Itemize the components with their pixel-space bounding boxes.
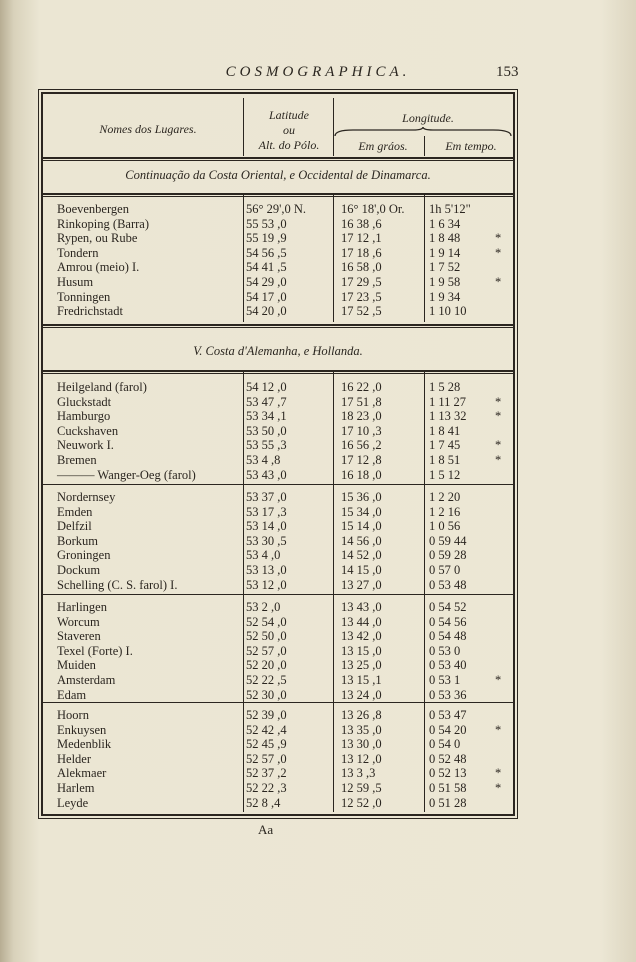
cell-time: 0 54 56 — [429, 614, 467, 629]
table-row — [43, 578, 513, 592]
cell-lat: 55 19 ,9 — [246, 231, 287, 246]
cell-time: 0 54 48 — [429, 629, 467, 644]
cell-time: 0 53 47 — [429, 708, 467, 722]
cell-name: Staveren — [57, 629, 101, 644]
section-title: V. Costa d'Alemanha, e Hollanda. — [193, 344, 363, 358]
cell-star: * — [495, 453, 502, 467]
section-rule — [43, 370, 513, 372]
table-row — [43, 260, 513, 274]
cell-lat: 54 12 ,0 — [246, 380, 287, 394]
cell-lat: 52 54 ,0 — [246, 614, 287, 629]
cell-name: Schelling (C. S. farol) I. — [57, 577, 178, 592]
cell-time: 0 57 0 — [429, 563, 461, 577]
cell-time: 1 9 34 — [429, 289, 461, 304]
cell-lat: 53 43 ,0 — [246, 467, 287, 482]
cell-lon: 13 12 ,0 — [341, 751, 382, 766]
cell-name: Tondern — [57, 245, 99, 260]
cell-name: Neuwork I. — [57, 438, 114, 453]
col-rule-3 — [424, 194, 425, 322]
table-row — [43, 505, 513, 519]
cell-time: 0 51 28 — [429, 795, 467, 810]
running-head: COSMOGRAPHICA. — [225, 64, 411, 80]
table-row — [43, 600, 513, 614]
cell-lon: 13 3 ,3 — [341, 766, 376, 781]
cell-time: 1 7 45 — [429, 438, 461, 453]
cell-lon: 13 43 ,0 — [341, 600, 382, 614]
cell-name: Hamburgo — [57, 409, 111, 424]
cell-name: Emden — [57, 504, 93, 519]
col-header-longitude: Longitude. — [402, 111, 454, 125]
cell-time: 0 53 40 — [429, 658, 467, 673]
table-row — [43, 534, 513, 548]
header-rule-2 — [333, 98, 334, 156]
cell-lat: 53 13 ,0 — [246, 563, 287, 577]
cell-star: * — [495, 409, 502, 424]
table-row — [43, 658, 513, 672]
cell-lat: 52 39 ,0 — [246, 708, 287, 722]
cell-name: Nordernsey — [57, 490, 116, 504]
cell-lat: 52 22 ,5 — [246, 673, 287, 687]
table-row — [43, 468, 513, 482]
cell-time: 0 51 58 — [429, 781, 467, 795]
cell-time: 1 6 34 — [429, 216, 461, 231]
table-row — [43, 395, 513, 409]
cell-lat: 52 45 ,9 — [246, 737, 287, 752]
col-header-names: Nomes dos Lugares. — [99, 122, 197, 136]
cell-time: 1 10 10 — [429, 304, 467, 319]
cell-name: Bremen — [57, 453, 97, 467]
header-bottom-rule-thin — [43, 160, 513, 161]
cell-lon: 16° 18',0 Or. — [341, 202, 405, 216]
cell-star: * — [495, 438, 502, 453]
cell-time: 0 53 0 — [429, 643, 461, 658]
cell-time: 0 54 0 — [429, 737, 461, 752]
cell-lon: 17 29 ,5 — [341, 275, 382, 289]
cell-lon: 15 34 ,0 — [341, 504, 382, 519]
cell-star: * — [495, 766, 502, 781]
cell-lon: 13 15 ,0 — [341, 643, 382, 658]
cell-lat: 52 57 ,0 — [246, 751, 287, 766]
cell-name: Heilgeland (farol) — [57, 380, 147, 394]
table-row — [43, 615, 513, 629]
latitude-line-1: Latitude — [268, 108, 309, 122]
cell-name: Husum — [57, 275, 94, 289]
table-row — [43, 217, 513, 231]
cell-lon: 17 51 ,8 — [341, 394, 382, 409]
col-header-time: Em tempo. — [445, 139, 497, 153]
cell-name: Muiden — [57, 658, 96, 673]
col-rule-1 — [243, 194, 244, 322]
cell-name: Gluckstadt — [57, 394, 112, 409]
table-row — [43, 796, 513, 810]
col-rule-1 — [243, 372, 244, 812]
cell-lon: 13 30 ,0 — [341, 737, 382, 752]
cell-name: Helder — [57, 751, 92, 766]
table-row — [43, 708, 513, 722]
cell-time: 0 52 48 — [429, 751, 467, 766]
cell-lat: 53 47 ,7 — [246, 394, 287, 409]
cell-lon: 13 44 ,0 — [341, 614, 382, 629]
cell-time: 0 54 52 — [429, 600, 467, 614]
cell-lat: 53 37 ,0 — [246, 490, 287, 504]
cell-star: * — [495, 673, 502, 687]
table-row — [43, 490, 513, 504]
cell-lon: 13 42 ,0 — [341, 629, 382, 644]
cell-lat: 53 17 ,3 — [246, 504, 287, 519]
table-row — [43, 723, 513, 737]
table-row — [43, 409, 513, 423]
cell-lon: 13 26 ,8 — [341, 708, 382, 722]
cell-lon: 18 23 ,0 — [341, 409, 382, 424]
cell-name: Dockum — [57, 563, 101, 577]
cell-lon: 13 27 ,0 — [341, 577, 382, 592]
table-row — [43, 766, 513, 780]
table-row — [43, 548, 513, 562]
cell-lon: 17 23 ,5 — [341, 289, 382, 304]
cell-name: Amrou (meio) I. — [57, 260, 140, 275]
table-row — [43, 629, 513, 643]
cell-time: 1 2 20 — [429, 490, 461, 504]
cell-lon: 16 22 ,0 — [341, 380, 382, 394]
section-rule-thin — [43, 373, 513, 374]
cell-lat: 52 30 ,0 — [246, 687, 287, 702]
cell-name: Fredrichstadt — [57, 304, 123, 319]
cell-lat: 52 8 ,4 — [246, 795, 281, 810]
table-row — [43, 231, 513, 245]
cell-name: Alekmaer — [57, 766, 107, 781]
header-rule-1 — [243, 98, 244, 156]
cell-time: 1 9 58 — [429, 275, 461, 289]
group-rule — [43, 594, 513, 595]
section-rule-thin — [43, 196, 513, 197]
table-row — [43, 290, 513, 304]
cell-lat: 54 29 ,0 — [246, 275, 287, 289]
col-header-latitude — [247, 108, 331, 153]
cell-lat: 52 20 ,0 — [246, 658, 287, 673]
cell-name: Delfzil — [57, 519, 92, 534]
cell-lon: 12 52 ,0 — [341, 795, 382, 810]
cell-time: 0 53 1 — [429, 673, 461, 687]
cell-star: * — [495, 275, 502, 289]
cell-lon: 14 56 ,0 — [341, 533, 382, 548]
cell-star: * — [495, 781, 502, 795]
cell-time: 1 8 41 — [429, 423, 461, 438]
header-rule-3 — [424, 136, 425, 156]
cell-lon: 13 15 ,1 — [341, 673, 382, 687]
cell-lon: 17 18 ,6 — [341, 245, 382, 260]
group-rule — [43, 702, 513, 703]
cell-lat: 53 4 ,0 — [246, 548, 281, 563]
cell-lon: 17 52 ,5 — [341, 304, 382, 319]
cell-lon: 14 52 ,0 — [341, 548, 382, 563]
cell-lon: 12 59 ,5 — [341, 781, 382, 795]
cell-lat: 54 20 ,0 — [246, 304, 287, 319]
cell-time: 0 53 36 — [429, 687, 467, 702]
table-row — [43, 438, 513, 452]
cell-time: 0 59 44 — [429, 533, 467, 548]
cell-time: 1 2 16 — [429, 504, 461, 519]
cell-time: 1 7 52 — [429, 260, 461, 275]
cell-star: * — [495, 245, 502, 260]
col-rule-2 — [333, 372, 334, 812]
table-row — [43, 644, 513, 658]
cell-time: 1 11 27 — [429, 394, 467, 409]
cell-lat: 54 56 ,5 — [246, 245, 287, 260]
cell-lat: 52 22 ,3 — [246, 781, 287, 795]
cell-name: Borkum — [57, 533, 98, 548]
longitude-brace — [333, 127, 513, 137]
page-number: 153 — [496, 64, 519, 80]
table-row — [43, 737, 513, 751]
cell-lat: 55 53 ,0 — [246, 216, 287, 231]
cell-name: Rinkoping (Barra) — [57, 216, 149, 231]
cell-lat: 53 2 ,0 — [246, 600, 281, 614]
section-rule-thin — [43, 327, 513, 328]
cell-lon: 15 14 ,0 — [341, 519, 382, 534]
cell-name: ——— Wanger-Oeg (farol) — [57, 467, 196, 482]
cell-time: 1h 5'12" — [429, 202, 471, 216]
cell-name: Enkuysen — [57, 722, 107, 737]
cell-time: 1 9 14 — [429, 245, 461, 260]
cell-lat: 56° 29',0 N. — [246, 202, 307, 216]
cell-name: Amsterdam — [57, 673, 116, 687]
cell-time: 1 5 28 — [429, 380, 461, 394]
cell-lat: 53 50 ,0 — [246, 423, 287, 438]
cell-lat: 52 57 ,0 — [246, 643, 287, 658]
table-row — [43, 563, 513, 577]
cell-lon: 15 36 ,0 — [341, 490, 382, 504]
cell-name: Hoorn — [57, 708, 89, 722]
section-rule — [43, 324, 513, 326]
cell-lon: 17 12 ,1 — [341, 231, 382, 246]
cell-lon: 13 24 ,0 — [341, 687, 382, 702]
cell-lat: 54 41 ,5 — [246, 260, 287, 275]
cell-name: Texel (Forte) I. — [57, 643, 133, 658]
table-row — [43, 752, 513, 766]
latitude-line-2: ou — [283, 123, 295, 137]
cell-lon: 17 12 ,8 — [341, 453, 382, 467]
cell-name: Rypen, ou Rube — [57, 231, 138, 246]
cell-lat: 53 14 ,0 — [246, 519, 287, 534]
table-row — [43, 688, 513, 702]
cell-lat: 54 17 ,0 — [246, 289, 287, 304]
table-row — [43, 275, 513, 289]
cell-name: Edam — [57, 687, 87, 702]
cell-time: 1 0 56 — [429, 519, 461, 534]
table-row — [43, 380, 513, 394]
cell-star: * — [495, 722, 502, 737]
cell-time: 0 52 13 — [429, 766, 467, 781]
cell-lat: 53 4 ,8 — [246, 453, 281, 467]
cell-time: 1 8 48 — [429, 231, 461, 246]
cell-lat: 52 37 ,2 — [246, 766, 287, 781]
cell-name: Medenblik — [57, 737, 112, 752]
header-bottom-rule — [43, 157, 513, 159]
group-rule — [43, 484, 513, 485]
cell-lon: 13 35 ,0 — [341, 722, 382, 737]
table-row — [43, 673, 513, 687]
section-title: Continuação da Costa Oriental, e Occidental de Dinamarca. — [125, 168, 431, 182]
table-row — [43, 246, 513, 260]
cell-lat: 53 55 ,3 — [246, 438, 287, 453]
cell-lon: 17 10 ,3 — [341, 423, 382, 438]
section-rule — [43, 193, 513, 195]
cell-lat: 53 30 ,5 — [246, 533, 287, 548]
table-row — [43, 424, 513, 438]
col-rule-2 — [333, 194, 334, 322]
cell-name: Cuckshaven — [57, 423, 119, 438]
table-frame — [41, 92, 515, 816]
table-row — [43, 519, 513, 533]
cell-name: Tonningen — [57, 289, 111, 304]
cell-lat: 52 50 ,0 — [246, 629, 287, 644]
cell-star: * — [495, 394, 502, 409]
table-row — [43, 304, 513, 318]
cell-lon: 16 38 ,6 — [341, 216, 382, 231]
col-rule-3 — [424, 372, 425, 812]
cell-name: Worcum — [57, 614, 100, 629]
cell-lat: 53 12 ,0 — [246, 577, 287, 592]
cell-time: 0 59 28 — [429, 548, 467, 563]
cell-name: Harlem — [57, 781, 95, 795]
table-row — [43, 202, 513, 216]
cell-name: Harlingen — [57, 600, 107, 614]
cell-lon: 16 58 ,0 — [341, 260, 382, 275]
table-row — [43, 453, 513, 467]
cell-time: 1 5 12 — [429, 467, 461, 482]
cell-lat: 53 34 ,1 — [246, 409, 287, 424]
cell-lon: 13 25 ,0 — [341, 658, 382, 673]
cell-time: 0 54 20 — [429, 722, 467, 737]
cell-time: 1 8 51 — [429, 453, 461, 467]
cell-lon: 16 56 ,2 — [341, 438, 382, 453]
cell-time: 0 53 48 — [429, 577, 467, 592]
cell-name: Boevenbergen — [57, 202, 129, 216]
cell-name: Groningen — [57, 548, 111, 563]
table-row — [43, 781, 513, 795]
col-header-degrees: Em gráos. — [358, 139, 408, 153]
cell-star: * — [495, 231, 502, 246]
latitude-line-3: Alt. do Pólo. — [258, 138, 320, 152]
cell-name: Leyde — [57, 795, 89, 810]
cell-time: 1 13 32 — [429, 409, 467, 424]
cell-lon: 16 18 ,0 — [341, 467, 382, 482]
cell-lat: 52 42 ,4 — [246, 722, 287, 737]
cell-lon: 14 15 ,0 — [341, 563, 382, 577]
signature-mark: Aa — [258, 822, 274, 837]
